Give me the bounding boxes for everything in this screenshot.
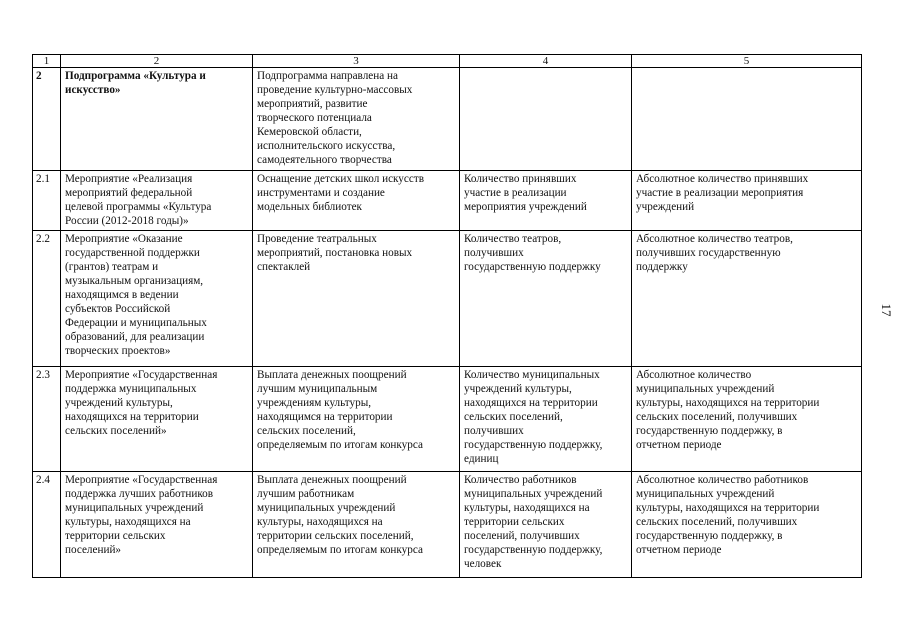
activity-description: Выплата денежных поощрений лучшим работникам муниципальных учреждений культуры, находящихся на территории сельских поселений, определяемым по итогам конкурса (253, 472, 460, 578)
activity-name: Мероприятие «Государственная поддержка лучших работников муниципальных учреждений культуры, находящихся на территории сельских поселений» (61, 472, 253, 578)
indicator-name: Количество принявших участие в реализации мероприятия учреждений (460, 171, 632, 231)
indicator-name: Количество работников муниципальных учреждений культуры, находящихся на территории сельских поселений, получивших государственную поддержку, человек (460, 472, 632, 578)
table-row (33, 472, 862, 578)
activity-description: Выплата денежных поощрений лучшим муниципальным учреждениям культуры, находящимся на территории сельских поселений, определяемым по итогам конкурса (253, 367, 460, 472)
activity-description: Подпрограмма направлена на проведение культурно-массовых мероприятий, развитие творческого потенциала Кемеровской области, исполнительского искусства, самодеятельного творчества (253, 68, 460, 171)
program-table (32, 54, 862, 578)
column-number: 4 (460, 55, 632, 68)
column-number: 5 (632, 55, 862, 68)
table-row (33, 68, 862, 171)
calculation-method: Абсолютное количество театров, получивших государственную поддержку (632, 231, 862, 367)
calculation-method (632, 68, 862, 171)
activity-name: Мероприятие «Государственная поддержка муниципальных учреждений культуры, находящихся на территории сельских поселений» (61, 367, 253, 472)
column-number: 2 (61, 55, 253, 68)
column-number: 3 (253, 55, 460, 68)
table-row (33, 367, 862, 472)
indicator-name (460, 68, 632, 171)
calculation-method: Абсолютное количество работников муниципальных учреждений культуры, находящихся на территории сельских поселений, получивших государственную поддержку, в отчетном периоде (632, 472, 862, 578)
row-number: 2.1 (33, 171, 61, 231)
page-number: 17 (879, 303, 894, 317)
activity-name: Мероприятие «Оказание государственной поддержки (грантов) театрам и музыкальным организациям, находящимся в ведении субъектов Российской Федерации и муниципальных образований, для реализации творческих проектов» (61, 231, 253, 367)
activity-name: Мероприятие «Реализация мероприятий федеральной целевой программы «Культура России (2012-2018 годы)» (61, 171, 253, 231)
column-number-row (33, 55, 862, 68)
activity-description: Оснащение детских школ искусств инструментами и создание модельных библиотек (253, 171, 460, 231)
row-number: 2.2 (33, 231, 61, 367)
column-number: 1 (33, 55, 61, 68)
table-row (33, 171, 862, 231)
indicator-name: Количество муниципальных учреждений культуры, находящихся на территории сельских поселений, получивших государственную поддержку, единиц (460, 367, 632, 472)
indicator-name: Количество театров, получивших государственную поддержку (460, 231, 632, 367)
row-number: 2.4 (33, 472, 61, 578)
row-number: 2.3 (33, 367, 61, 472)
table-row (33, 231, 862, 367)
activity-name: Подпрограмма «Культура и искусство» (61, 68, 253, 171)
row-number: 2 (33, 68, 61, 171)
calculation-method: Абсолютное количество принявших участие в реализации мероприятия учреждений (632, 171, 862, 231)
activity-description: Проведение театральных мероприятий, постановка новых спектаклей (253, 231, 460, 367)
calculation-method: Абсолютное количество муниципальных учреждений культуры, находящихся на территории сельских поселений, получивших государственную поддержку, в отчетном периоде (632, 367, 862, 472)
